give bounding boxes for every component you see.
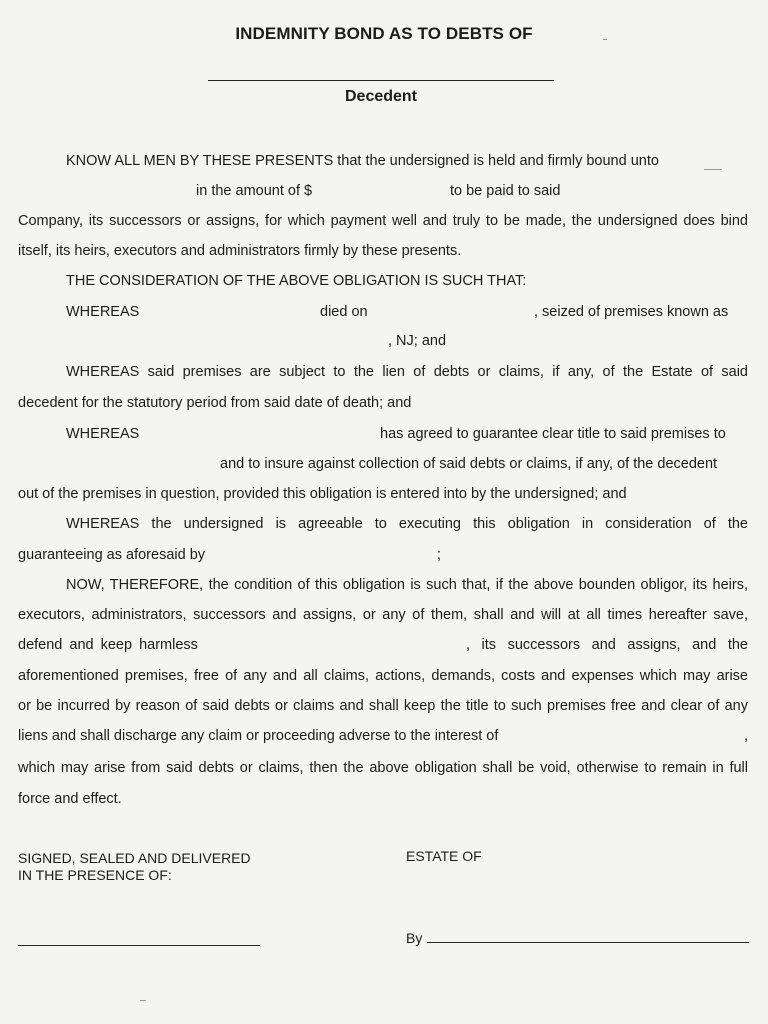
p7-line3a: defend and keep harmless xyxy=(18,637,198,653)
scan-speck xyxy=(704,169,722,170)
p3-died-on: died on xyxy=(320,304,368,320)
p7-line5: or be incurred by reason of said debts or claims and shall keep the title to such premises free and clear of any xyxy=(18,698,748,714)
p3-seized: , seized of premises known as xyxy=(534,304,729,320)
estate-signature-line xyxy=(427,942,749,943)
p6-line1: WHEREAS the undersigned is agreeable to executing this obligation in consideration of the xyxy=(66,516,748,532)
signed-sealed-label: SIGNED, SEALED AND DELIVERED xyxy=(18,850,251,866)
p4-line1: WHEREAS said premises are subject to the lien of debts or claims, if any, of the Estate of said xyxy=(66,364,748,380)
p7-line7: which may arise from said debts or claims, then the above obligation shall be void, otherwise to remain in full xyxy=(18,760,748,776)
p7-line2: executors, administrators, successors and assigns, or any of them, shall and will at all times hereafter save, xyxy=(18,607,748,623)
p7-line6: liens and shall discharge any claim or proceeding adverse to the interest of xyxy=(18,728,499,744)
p5-premises: out of the premises in question, provided this obligation is entered into by the undersigned; and xyxy=(18,486,627,502)
p1-line3: Company, its successors or assigns, for which payment well and truly to be made, the undersigned does bind xyxy=(18,213,748,229)
p1-line2b: to be paid to said xyxy=(450,183,561,199)
p3-nj: , NJ; and xyxy=(388,333,447,349)
p7-line6-comma: , xyxy=(744,728,749,744)
p1-line1: KNOW ALL MEN BY THESE PRESENTS that the undersigned is held and firmly bound unto xyxy=(66,153,659,169)
estate-of-label: ESTATE OF xyxy=(406,848,482,864)
by-label: By xyxy=(406,930,423,946)
p5-agreed: has agreed to guarantee clear title to said premises to xyxy=(380,426,726,442)
document-subtitle: Decedent xyxy=(344,88,418,105)
document-title: INDEMNITY BOND AS TO DEBTS OF xyxy=(235,24,533,43)
scan-speck xyxy=(603,39,607,40)
p6-line2: guaranteeing as aforesaid by xyxy=(18,547,206,563)
p7-line4: aforementioned premises, free of any and all claims, actions, demands, costs and expenses which may arise xyxy=(18,668,748,684)
p1-line2a: in the amount of $ xyxy=(196,183,313,199)
p4-line2: decedent for the statutory period from said date of death; and xyxy=(18,395,412,411)
p7-line3b: , its successors and assigns, and the xyxy=(466,637,748,653)
witness-signature-line xyxy=(18,945,260,946)
p3-whereas: WHEREAS xyxy=(66,304,140,320)
presence-of-label: IN THE PRESENCE OF: xyxy=(18,867,172,883)
consideration-heading: THE CONSIDERATION OF THE ABOVE OBLIGATION IS SUCH THAT: xyxy=(66,273,527,289)
p7-line8: force and effect. xyxy=(18,791,122,807)
p5-insure: and to insure against collection of said debts or claims, if any, of the decedent xyxy=(220,456,718,472)
p1-line4: itself, its heirs, executors and administrators firmly by these presents. xyxy=(18,243,462,259)
decedent-name-line xyxy=(208,80,554,81)
p5-whereas: WHEREAS xyxy=(66,426,140,442)
scan-speck xyxy=(140,1000,146,1001)
p6-semicolon: ; xyxy=(437,547,442,563)
p7-line1: NOW, THEREFORE, the condition of this obligation is such that, if the above bounden obligor, its heirs, xyxy=(66,577,748,593)
